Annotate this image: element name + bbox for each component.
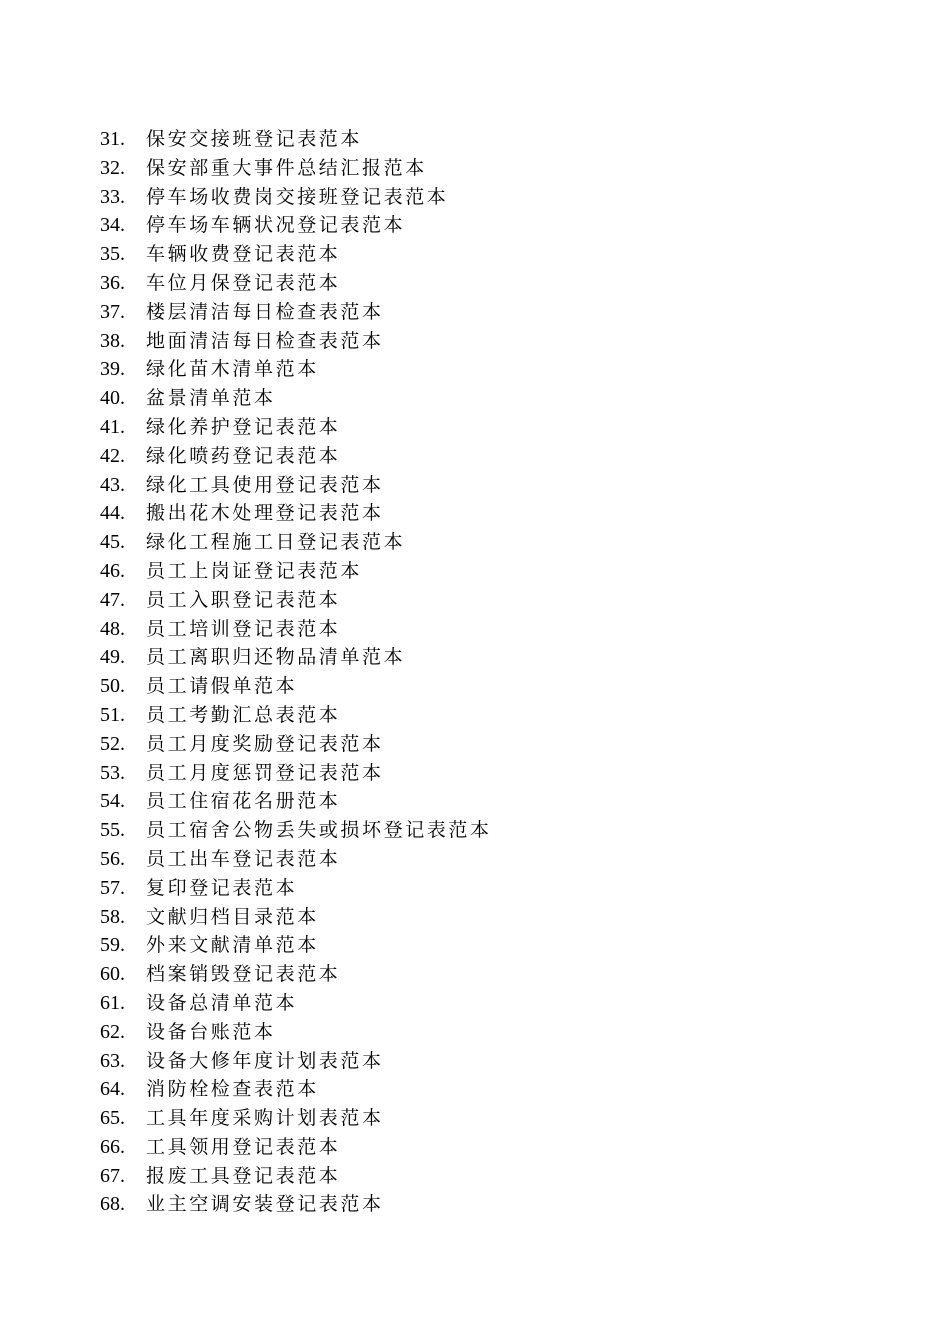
list-item-number: 54. xyxy=(100,790,125,813)
list-item xyxy=(100,154,492,183)
list-item-number: 53. xyxy=(100,761,125,784)
list-item-text: 绿化苗木清单范本 xyxy=(146,358,319,381)
list-item xyxy=(100,442,492,471)
list-item-number: 56. xyxy=(100,847,125,870)
list-item-number: 47. xyxy=(100,588,125,611)
list-item-number: 39. xyxy=(100,358,125,381)
list-item xyxy=(100,471,492,500)
list-item-text: 外来文献清单范本 xyxy=(146,934,319,957)
list-item-text: 绿化喷药登记表范本 xyxy=(146,444,341,467)
list-item-number: 31. xyxy=(100,128,125,150)
list-item-text: 消防栓检查表范本 xyxy=(146,1078,319,1101)
list-item-text: 设备大修年度计划表范本 xyxy=(146,1049,384,1072)
list-item xyxy=(100,1018,492,1047)
list-item-text: 绿化工具使用登记表范本 xyxy=(146,473,384,496)
list-item-text: 车辆收费登记表范本 xyxy=(146,243,341,266)
list-item-number: 51. xyxy=(100,703,125,726)
list-item xyxy=(100,586,492,615)
list-item-number: 35. xyxy=(100,243,125,266)
list-item-text: 绿化工程施工日登记表范本 xyxy=(146,531,406,554)
list-item-number: 37. xyxy=(100,300,125,323)
list-item-text: 设备总清单范本 xyxy=(146,991,298,1014)
list-item-text: 员工宿舍公物丢失或损坏登记表范本 xyxy=(146,819,492,842)
list-item-number: 34. xyxy=(100,214,125,237)
list-item-text: 员工入职登记表范本 xyxy=(146,588,341,611)
list-item-number: 42. xyxy=(100,444,125,467)
list-item-number: 62. xyxy=(100,1020,125,1043)
list-item-number: 36. xyxy=(100,271,125,294)
list-item-number: 49. xyxy=(100,646,125,669)
list-item xyxy=(100,759,492,788)
list-item xyxy=(100,931,492,960)
list-item-text: 报废工具登记表范本 xyxy=(146,1164,341,1187)
list-item-text: 楼层清洁每日检查表范本 xyxy=(146,300,384,323)
list-item-number: 57. xyxy=(100,876,125,899)
list-item xyxy=(100,499,492,528)
list-item xyxy=(100,1047,492,1076)
list-item-number: 46. xyxy=(100,559,125,582)
list-item xyxy=(100,269,492,298)
list-item xyxy=(100,557,492,586)
list-item xyxy=(100,615,492,644)
list-item-text: 设备台账范本 xyxy=(146,1020,276,1043)
list-item-text: 员工出车登记表范本 xyxy=(146,847,341,870)
list-item xyxy=(100,1133,492,1162)
list-item-number: 68. xyxy=(100,1193,125,1216)
list-item-text: 搬出花木处理登记表范本 xyxy=(146,502,384,525)
list-item xyxy=(100,1104,492,1133)
list-item xyxy=(100,1190,492,1219)
list-item-number: 33. xyxy=(100,185,125,208)
list-item-text: 绿化养护登记表范本 xyxy=(146,415,341,438)
list-item-text: 档案销毁登记表范本 xyxy=(146,963,341,986)
list-item-number: 38. xyxy=(100,329,125,352)
list-item-number: 48. xyxy=(100,617,125,640)
list-item-text: 员工离职归还物品清单范本 xyxy=(146,646,406,669)
list-item-text: 地面清洁每日检查表范本 xyxy=(146,329,384,352)
list-item xyxy=(100,528,492,557)
list-item-text: 工具年度采购计划表范本 xyxy=(146,1107,384,1130)
list-item-number: 32. xyxy=(100,156,125,179)
list-item xyxy=(100,643,492,672)
list-item xyxy=(100,298,492,327)
list-item xyxy=(100,960,492,989)
list-item-number: 43. xyxy=(100,473,125,496)
list-item-text: 员工住宿花名册范本 xyxy=(146,790,341,813)
list-item-number: 60. xyxy=(100,963,125,986)
list-item-text: 复印登记表范本 xyxy=(146,876,298,899)
list-item-text: 员工上岗证登记表范本 xyxy=(146,559,363,582)
list-item-text: 员工请假单范本 xyxy=(146,675,298,698)
list-item xyxy=(100,413,492,442)
list-item xyxy=(100,816,492,845)
list-item-number: 63. xyxy=(100,1049,125,1072)
list-item-number: 65. xyxy=(100,1107,125,1130)
list-item xyxy=(100,125,492,154)
list-item-text: 停车场收费岗交接班登记表范本 xyxy=(146,185,449,208)
list-item xyxy=(100,1162,492,1191)
list-item xyxy=(100,701,492,730)
list-item-text: 保安部重大事件总结汇报范本 xyxy=(146,156,427,179)
list-item xyxy=(100,211,492,240)
list-item-text: 员工考勤汇总表范本 xyxy=(146,703,341,726)
list-item xyxy=(100,355,492,384)
list-item-text: 工具领用登记表范本 xyxy=(146,1135,341,1158)
list-item-number: 66. xyxy=(100,1135,125,1158)
list-item-text: 员工月度奖励登记表范本 xyxy=(146,732,384,755)
list-item xyxy=(100,384,492,413)
list-item xyxy=(100,787,492,816)
list-item xyxy=(100,327,492,356)
list-item-text: 盆景清单范本 xyxy=(146,387,276,410)
list-item-text: 保安交接班登记表范本 xyxy=(146,128,363,150)
list-item-number: 45. xyxy=(100,531,125,554)
list-item xyxy=(100,183,492,212)
list-item-text: 文献归档目录范本 xyxy=(146,905,319,928)
list-item xyxy=(100,1075,492,1104)
list-item-text: 业主空调安装登记表范本 xyxy=(146,1193,384,1216)
list-item xyxy=(100,874,492,903)
list-item-number: 41. xyxy=(100,415,125,438)
list-item-number: 59. xyxy=(100,934,125,957)
list-item-number: 64. xyxy=(100,1078,125,1101)
list-item-number: 44. xyxy=(100,502,125,525)
list-item xyxy=(100,672,492,701)
list-item xyxy=(100,730,492,759)
numbered-list xyxy=(100,125,492,1219)
list-item-text: 员工月度惩罚登记表范本 xyxy=(146,761,384,784)
list-item-number: 55. xyxy=(100,819,125,842)
list-item xyxy=(100,989,492,1018)
list-item-text: 员工培训登记表范本 xyxy=(146,617,341,640)
list-item-text: 车位月保登记表范本 xyxy=(146,271,341,294)
list-item xyxy=(100,240,492,269)
list-item xyxy=(100,903,492,932)
list-item-number: 40. xyxy=(100,387,125,410)
list-item-number: 67. xyxy=(100,1164,125,1187)
list-item-number: 52. xyxy=(100,732,125,755)
list-item-number: 61. xyxy=(100,991,125,1014)
list-item-text: 停车场车辆状况登记表范本 xyxy=(146,214,406,237)
list-item-number: 50. xyxy=(100,675,125,698)
list-item-number: 58. xyxy=(100,905,125,928)
list-item xyxy=(100,845,492,874)
